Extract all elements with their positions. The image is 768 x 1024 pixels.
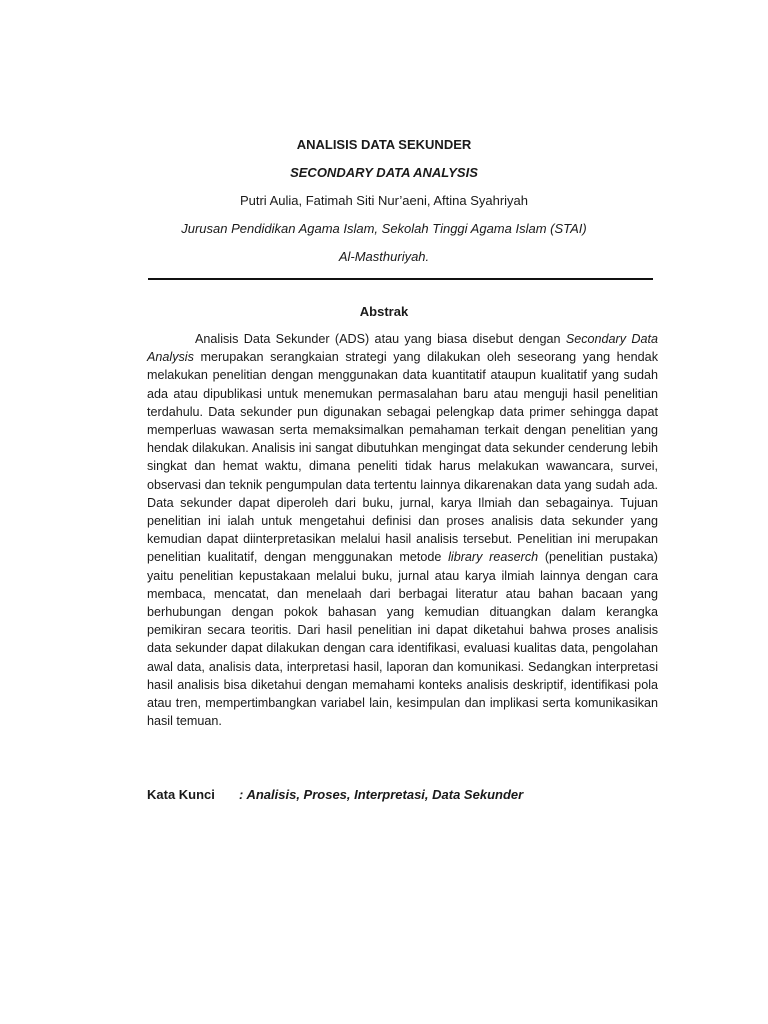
term-library-research: library reaserch <box>448 550 539 565</box>
paper-subtitle: SECONDARY DATA ANALYSIS <box>290 165 478 180</box>
keywords-label: Kata Kunci <box>147 787 215 802</box>
paper-authors: Putri Aulia, Fatimah Siti Nur’aeni, Aftina Syahriyah <box>239 193 529 208</box>
abstract-text-part-2: merupakan serangkaian strategi yang dilakukan oleh seseorang yang hendak melakukan penelitian dengan menggunakan data kuantitatif ataupun kualitatif yang sudah ada atau dipublikasi untuk menemukan permasalahan baru atau menguji hasil penelitian terdahulu. Data sekunder pun digunakan sebagai pelengkap data primer sehingga dapat memperluas wawasan serta memaksimalkan pemahaman terkait dengan penelitian yang hendak dilakukan. Analisis ini sangat dibutuhkan mengingat data sekunder cenderung lebih singkat dan hemat waktu, dimana peneliti tidak harus melakukan wawancara, survei, observasi dan teknik pengumpulan data tertentu lainnya dikarenakan data yang sudah ada. Data sekunder dapat diperoleh dari buku, jurnal, karya Ilmiah dan sebagainya. Tujuan penelitian ini ialah untuk mengetahui definisi dan proses analisis data sekunder yang kemudian dapat diinterpretasikan melalui hasil analisis tersebut. Penelitian ini merupakan penelitian kualitatif, dengan menggunakan metode <box>147 350 658 565</box>
abstract-text-part-3: (penelitian pustaka) yaitu penelitian kepustakaan melalui buku, jurnal atau karya ilmiah lainnya dengan cara membaca, mencatat, dan menelaah dari berbagai literatur atau bahan bacaan yang berhubungan dengan pokok bahasan yang kemudian dituangkan dalam kerangka pemikiran secara teoritis. Dari hasil penelitian ini dapat diketahui bahwa proses analisis data sekunder dapat dilakukan dengan cara identifikasi, evaluasi kualitas data, pengolahan awal data, analisis data, interpretasi hasil, laporan dan komunikasi. Sedangkan interpretasi hasil analisis bisa diketahui dengan memahami konteks analisis deskriptif, identifikasi pola atau tren, mempertimbangkan variabel lain, kesimpulan dan implikasi serta komunikasikan hasil temuan. <box>147 550 658 729</box>
affiliation-line-1: Jurusan Pendidikan Agama Islam, Sekolah Tinggi Agama Islam (STAI) <box>181 221 587 236</box>
keywords-line <box>147 787 523 802</box>
keywords-values: : Analisis, Proses, Interpretasi, Data Sekunder <box>239 787 524 802</box>
abstract-body <box>147 330 658 730</box>
affiliation-line-2: Al-Masthuriyah. <box>338 249 430 264</box>
abstract-text-part-1: Analisis Data Sekunder (ADS) atau yang biasa disebut dengan <box>195 332 566 346</box>
paper-title: ANALISIS DATA SEKUNDER <box>296 137 472 152</box>
header-divider <box>148 278 653 280</box>
abstract-heading: Abstrak <box>359 304 409 319</box>
term-secondary-data-analysis: Secondary Data Analysis <box>147 332 658 365</box>
